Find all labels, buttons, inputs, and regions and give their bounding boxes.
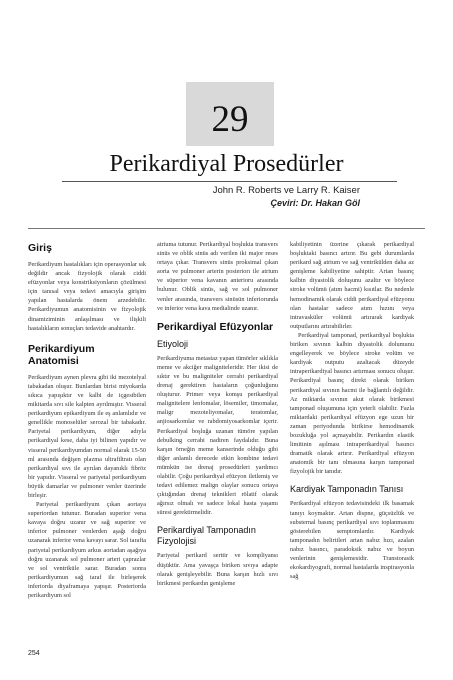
paragraph-sinus: atriuma tutunur. Perikardiyal boşlukta transvers sinüs ve oblik sinüs adı verilen iki major reses ortaya çıkar. Transvers sinüs proksimal çıkan aorta ve pulmoner arterin posteriorı ile atrium ve süperior vena kavanın anterioru arasında bulunur. Oblik sinüs, sağ ve sol pulmoner venler arasında, transvers sinüsün inferiorunda ve inferior vena kava medialinde uzanır. bbox=[157, 241, 278, 312]
paragraph-giris: Perikardiyum hastalıkları için operasyonlar sık değildir ancak fizyolojik olarak ciddi efüzyonlar veya konstriksiyonların çözülmesi için tanısal veya tedavi amacıyla girişim yapılan hastalarda önem arzedebilir. Perikardiyumun anatomisinin ve fizyolojik dinamiziminin anlaşılması ve ilişkili hastalıkların sonuçları tedavide anahtardır. bbox=[28, 261, 146, 332]
paragraph-tamponad-fizyoloji: Pariyetal perikard serttir ve kompliyansı düşüktür. Ama yavaşça biriken sıvıya adapte olarak genişleyebilir. Buna karşın hızlı sıvı birikmesi perikardın genişleme bbox=[157, 552, 278, 587]
chapter-number: 29 bbox=[211, 99, 249, 140]
heading-giris: Giriş bbox=[28, 242, 52, 254]
heading-etiyoloji: Etiyoloji bbox=[157, 338, 189, 349]
heading-tamponad-fizyoloji: Perikardiyal Tamponadın Fizyolojisi bbox=[157, 525, 256, 547]
paragraph-tani: Perikardiyal efüzyon tedavisindeki ilk basamak tanıyı koymaktır. Artan dispne, güçsüzlük ve substernal basınç perikardiyal sıvı toplanmasını gösterebilen semptomlardır. Kardiyak tamponadın belirtileri artan nabız hızı, azalan nabız basıncı, paradoksik nabız ve boyun venlerinin genişlemesidir. Transtorasik ekokardiyografi, normal hastalarda inspirasyonla sağ bbox=[290, 500, 414, 581]
translator: Çeviri: Dr. Hakan Göl bbox=[270, 198, 360, 208]
column-1 bbox=[28, 240, 146, 600]
paragraph-basinc: kabiliyetinin üzerine çıkarak perikardiyal boşluktaki basıncı artırır. Bu gebi durumlarda perikard sağ atrium ve sağ ventrikülden daha az genişleme kabiliyetine sahiptir. Artan basınç kalbin diyastolik doluşunu azaltır ve böylece stroke volümü (atım hacmi) kısıtlar. Bu nedenle hemodinamik olarak ciddi perikardiyal efüzyonu olan hastalar sadece atım hızını veya intravasküler volümü artırarak kardiyak outputlarını artırabilirler. bbox=[290, 241, 414, 330]
heading-tani: Kardiyak Tamponadın Tanısı bbox=[290, 484, 404, 495]
column-2 bbox=[157, 240, 278, 588]
paragraph-anatomi-1: Perikardiyum aynen plevra gibi iki mezotelyal tabakadan oluşur. Bunlardan birisi miyokarda sıkıca yapışıktır ve kalbi de içgestbilen mikitarda sıvı sile kalpten ayrılmıştır. Visseral perikardiyum epikardiyum ile eş anlamlıdır ve genellikle monoselüler serozal bir tabakadır. Pariyetal perikardiyum, diğer adıyla perikardiyal kese, daha iyi bilinen yapıdır ve visseral perikardiyumdan normal olarak 15-50 ml arasında değişen plazma ultrafiltratı olan perikardiyal sıvı ile ayrılan dayanıklı fibröz bir yapıdır. Visseral ve pariyetal perikardiyum büyük damarlar ve pulmoner venler üzerinde birleşir. bbox=[28, 373, 146, 499]
paragraph-anatomi-2: Pariyetal perikardiyum çıkan aortaya superiordan tutunur. Buradan superior vena kavaya doğru uzanır ve sağ superior ve inferior pulmoner venlerden aşağı doğru uzanarak inferior vena kavayı sarar. Sol tarafta pariyetal perikardiyum arkus aortadan aşağıya doğru uzanarak sol pulmoner arteri çaprazlar ve sol ventriküle sarar. Buradan sonra perikardiyumun sağ taraf ile birleşerek inferiorda diyaframaya yapışır. Posteriorda perikardiyum sol bbox=[28, 501, 146, 599]
page-number: 254 bbox=[28, 650, 40, 657]
header-bottom-rule bbox=[28, 228, 425, 229]
authors: John R. Roberts ve Larry R. Kaiser bbox=[212, 185, 360, 196]
paragraph-tamponad: Perikardiyal tamponad, perikardiyal boşlukta biriken sıvının kalbin diyastolik dolumunu engelleyerek ve böylece stroke volüm ve kardiyak outputu azaltacak düzeyde intraperikardiyal basıncı artırması sonucu oluşur. Perikardiyal basınç direkt olarak biriken perikardiyal sıvının hacmi ile bağlantılı değildir. Az miktarda sıvının akut olarak birikmesi tamponad oluşumuna için yeterli olabilir. Fazla miktardaki perikardiyal efüzyon ege uzun bir zaman periyodunda birikirse hemodinamik bozukluğa yol açmayabilir. Perikardın elastik limitinin aşılması intraperikardiyal basıncı dramatik olarak artırır. Perikardiyal efüzyon anatomik bir tanı olmasına karşın tamponad fizyolojik bir tanıdır. bbox=[290, 331, 414, 476]
paragraph-etiyoloji: Perikardiyuma metastaz yapan tümörler sıklıkla meme ve akciğer maligniteleridir. Her ikisi de sıktır ve bu maligniteler cerrahi perikardiyal drenaj gerektiren hastaların çoğunluğunu oluşturur. Primer veya komşu perikardiyal malignitelere lenfomalar, lösemiler, timomalar, maligr mezoteliyomalar, teratomlar, anjiosarkomlar ve rabdomiyosarkomlar içerir. Perikardiyal boşluğa uzanan tümöre yapılan debulking cerrahi nadiren faydalıdır. Buna karşın örneğin meme kanserinde olduğu gibi diğer anlamlı derecede etkin kombine tedavi mümkün ise drenaj prosedürleri yardımcı olabilir. Çoğu perikardiyal efüzyon iletlemiş ve tedavi edilemez malign olaylar sonucu ortaya çıktığından drenaj teknikleri rölatif olarak ağırsız olmalı ve sadece lokal hasta yaşamı süresi gerektirmelidir. bbox=[157, 354, 278, 517]
column-3 bbox=[290, 240, 414, 581]
chapter-title: Perikardiyal Prosedürler bbox=[109, 151, 344, 177]
heading-anatomi: Perikardiyum Anatomisi bbox=[28, 342, 95, 367]
heading-efuzyon: Perikardiyal Efüzyonlar bbox=[157, 320, 274, 333]
title-rule bbox=[62, 181, 397, 182]
